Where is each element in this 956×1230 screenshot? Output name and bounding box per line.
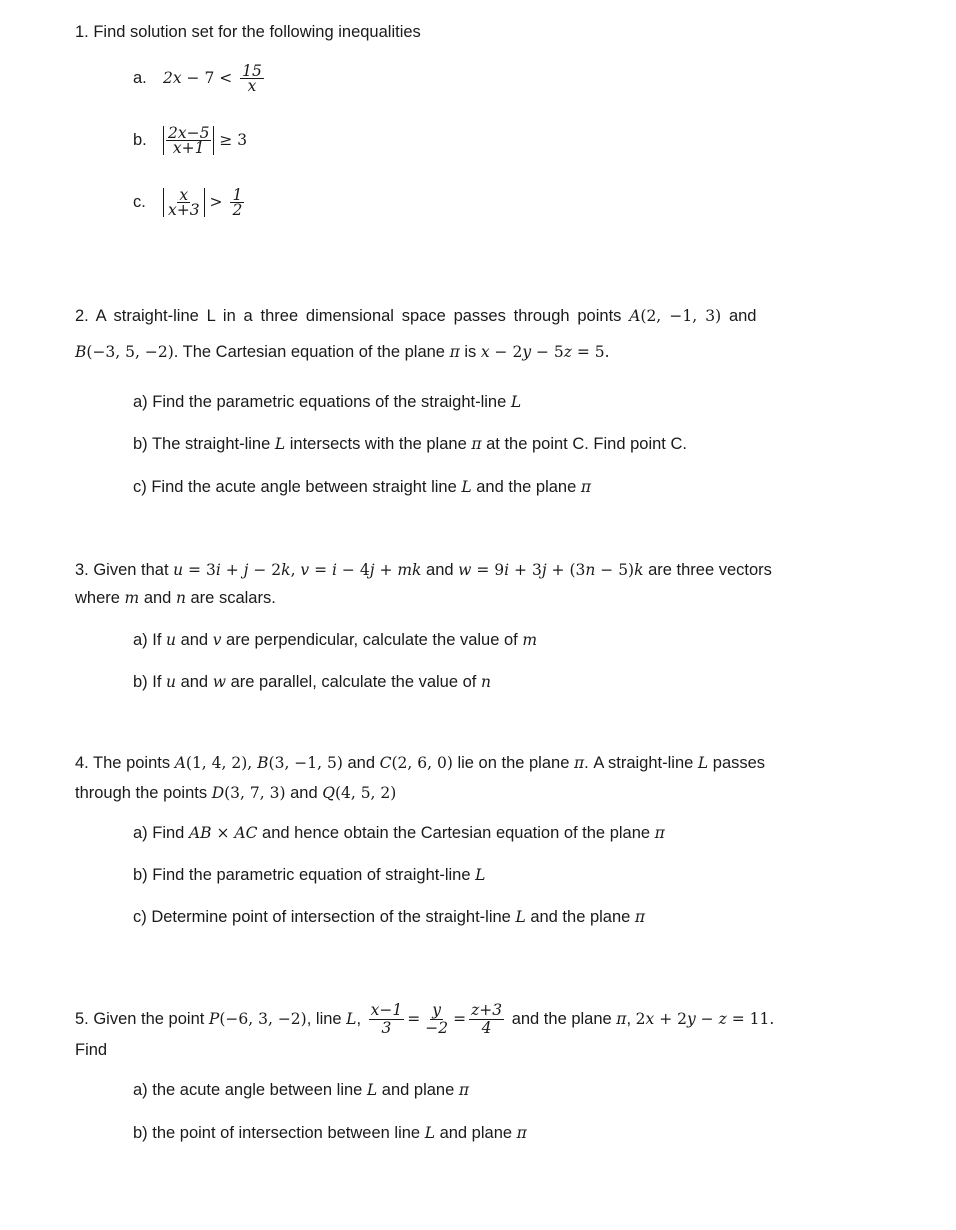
denominator: −2: [425, 1019, 449, 1037]
math-expression: + 2: [654, 1009, 687, 1028]
fraction: [230, 188, 244, 217]
text: and the plane: [525, 908, 635, 926]
text: , line: [306, 1009, 347, 1028]
absolute-value: [163, 126, 214, 155]
math-symbol: v: [212, 631, 222, 649]
math-symbol: mk: [397, 561, 422, 579]
math-expression: ≥ 3: [214, 130, 248, 149]
math-symbol: L: [510, 393, 522, 411]
text: c) Find the acute angle between straight line: [133, 478, 462, 496]
math-symbol: L: [461, 478, 472, 496]
math-symbol: Q: [322, 784, 335, 802]
text: b) the point of intersection between line: [133, 1124, 425, 1142]
text: and: [176, 673, 213, 691]
math-expression: +: [220, 561, 244, 579]
question-line: [133, 630, 537, 650]
math-expression: =: [309, 561, 333, 579]
question-line: [133, 392, 521, 412]
absolute-value: [163, 188, 205, 217]
numerator: x: [179, 186, 189, 204]
math-symbol: L: [346, 1009, 357, 1028]
text: and plane: [377, 1081, 459, 1099]
text: Find: [75, 1041, 108, 1059]
text: b) If: [133, 673, 167, 691]
question-line: [133, 64, 267, 93]
math-symbol: L: [424, 1124, 435, 1142]
math-symbol: y: [686, 1009, 696, 1028]
text: c) Determine point of intersection of the straight-line: [133, 908, 516, 926]
math-symbol: 2x: [163, 68, 182, 87]
question-line: [133, 1123, 527, 1143]
fraction: [369, 1002, 405, 1037]
math-symbol: x: [645, 1009, 655, 1028]
math-expression: (3, −1, 5): [268, 754, 343, 772]
text: and: [139, 589, 176, 607]
question-line: [133, 126, 247, 155]
math-symbol: π: [471, 435, 482, 453]
math-symbol: π: [458, 1081, 470, 1099]
text: and the plane: [507, 1009, 617, 1028]
text: a) Find: [133, 824, 189, 842]
text: 3. Given that: [75, 561, 174, 579]
fraction: [166, 188, 202, 217]
text: lie on the plane: [452, 754, 574, 772]
math-symbol: k: [281, 561, 291, 579]
math-expression: >: [204, 192, 228, 211]
numerator: 2x−5: [168, 124, 210, 142]
math-symbol: P: [208, 1009, 220, 1028]
denominator: x: [247, 77, 257, 95]
math-expression: =: [407, 1009, 421, 1028]
fraction: [240, 64, 264, 93]
question-line: [133, 865, 485, 885]
math-symbol: π: [654, 824, 665, 842]
math-symbol: AC: [234, 824, 258, 842]
text: through the points: [75, 784, 212, 802]
text: . A straight-line: [584, 754, 698, 772]
question-line: [133, 823, 665, 843]
math-symbol: AB: [188, 824, 212, 842]
question-line: [75, 1040, 107, 1060]
math-symbol: L: [697, 754, 709, 772]
math-symbol: C: [379, 754, 392, 772]
question-line: [75, 342, 610, 362]
math-expression: − 5): [595, 561, 635, 579]
math-expression: − 2: [248, 561, 282, 579]
math-expression: = 5.: [571, 343, 610, 361]
question-line: [133, 907, 645, 927]
math-symbol: L: [475, 866, 486, 884]
fraction: [469, 1002, 504, 1037]
numerator: x−1: [370, 1001, 403, 1019]
text: and hence obtain the Cartesian equation of the plane: [257, 824, 655, 842]
math-symbol: n: [175, 589, 186, 607]
text: are perpendicular, calculate the value of: [221, 631, 523, 649]
text: and: [285, 784, 323, 802]
math-symbol: k: [634, 561, 644, 579]
math-symbol: w: [458, 561, 472, 579]
math-symbol: n: [585, 561, 596, 579]
math-expression: = 11.: [726, 1009, 775, 1028]
text: ,: [626, 1009, 636, 1028]
math-symbol: L: [366, 1081, 378, 1099]
math-expression: (3, 7, 3): [224, 784, 286, 802]
math-expression: ×: [211, 824, 235, 842]
math-expression: − 2: [489, 343, 523, 361]
text: are three vectors: [643, 561, 772, 579]
text: intersects with the plane: [285, 435, 472, 453]
math-expression: + (3: [546, 561, 586, 579]
text: and: [176, 631, 213, 649]
math-symbol: u: [166, 673, 176, 691]
text: a) Find the parametric equations of the straight-line: [133, 393, 511, 411]
math-expression: − 7 <: [181, 68, 238, 87]
math-symbol: u: [166, 631, 176, 649]
math-expression: =: [453, 1009, 467, 1028]
math-expression: (2, −1, 3): [640, 307, 722, 325]
text: b) The straight-line: [133, 435, 275, 453]
question-line: [75, 588, 276, 608]
text: a) the acute angle between line: [133, 1081, 367, 1099]
text: is: [459, 343, 481, 361]
text: where: [75, 589, 125, 607]
math-symbol: z: [563, 343, 572, 361]
question-line: [75, 22, 421, 42]
math-symbol: B: [75, 343, 87, 361]
math-symbol: j: [243, 561, 249, 579]
question-line: [133, 188, 247, 217]
denominator: x+1: [172, 139, 205, 157]
denominator: 2: [232, 201, 243, 219]
math-expression: (4, 5, 2): [334, 784, 397, 802]
math-symbol: A: [629, 307, 641, 325]
math-symbol: m: [124, 589, 140, 607]
math-expression: − 4: [337, 561, 370, 579]
math-symbol: π: [573, 754, 585, 772]
text: and the plane: [471, 478, 581, 496]
text: b) Find the parametric equation of straight-line: [133, 866, 476, 884]
numerator: 1: [232, 186, 243, 204]
numerator: z+3: [471, 1001, 503, 1019]
math-symbol: i: [215, 561, 221, 579]
question-line: [133, 434, 687, 454]
math-expression: (−3, 5, −2): [86, 343, 174, 361]
math-expression: ,: [290, 561, 301, 579]
question-line: [133, 1080, 469, 1100]
question-line: [75, 753, 765, 773]
question-line: [75, 560, 772, 580]
math-expression: (2, 6, 0): [391, 754, 453, 772]
math-symbol: v: [300, 561, 310, 579]
numerator: 15: [242, 62, 262, 80]
math-symbol: π: [516, 1124, 527, 1142]
math-symbol: π: [449, 343, 460, 361]
question-line: [133, 672, 491, 692]
text: 4. The points: [75, 754, 175, 772]
denominator: x+3: [168, 201, 200, 219]
math-symbol: π: [580, 478, 592, 496]
math-symbol: z: [718, 1009, 727, 1028]
question-line: [75, 1002, 774, 1037]
item-label: c.: [133, 192, 146, 211]
math-symbol: n: [480, 673, 491, 691]
numerator: y: [432, 1001, 442, 1019]
math-symbol: L: [515, 908, 526, 926]
math-symbol: w: [212, 673, 226, 691]
text: 2. A straight-line L in a three dimensional space passes through points: [75, 307, 630, 325]
text: and: [721, 307, 757, 325]
math-symbol: y: [522, 343, 532, 361]
text: and: [342, 754, 380, 772]
text: ,: [356, 1009, 366, 1028]
math-symbol: i: [504, 561, 510, 579]
text: 5. Given the point: [75, 1009, 209, 1028]
denominator: 4: [481, 1019, 492, 1037]
math-symbol: j: [369, 561, 375, 579]
text: passes: [708, 754, 766, 772]
math-expression: = 9: [471, 561, 505, 579]
math-symbol: u: [173, 561, 184, 579]
question-line: [75, 306, 880, 326]
text: are scalars.: [185, 589, 276, 607]
math-symbol: x: [480, 343, 490, 361]
math-symbol: π: [634, 908, 646, 926]
text: 1. Find solution set for the following inequalities: [75, 23, 421, 41]
question-line: [133, 477, 591, 497]
text: and: [421, 561, 459, 579]
text: at the point C. Find point C.: [481, 435, 687, 453]
math-symbol: i: [332, 561, 337, 579]
math-expression: − 5: [531, 343, 564, 361]
fraction: [423, 1002, 450, 1037]
math-expression: −: [695, 1009, 719, 1028]
math-symbol: π: [616, 1009, 627, 1028]
text: a) If: [133, 631, 167, 649]
math-symbol: m: [522, 631, 538, 649]
math-symbol: j: [541, 561, 547, 579]
text: . The Cartesian equation of the plane: [173, 343, 450, 361]
item-label: b.: [133, 130, 147, 149]
math-expression: +: [374, 561, 398, 579]
fraction: [166, 126, 211, 155]
math-expression: 2: [635, 1009, 646, 1028]
text: and plane: [434, 1124, 517, 1142]
math-symbol: B: [257, 754, 269, 772]
item-label: a.: [133, 68, 147, 87]
math-expression: (1, 4, 2),: [185, 754, 258, 772]
question-line: [75, 783, 396, 803]
math-expression: (−6, 3, −2): [219, 1009, 307, 1028]
math-symbol: L: [274, 435, 286, 453]
text: are parallel, calculate the value of: [225, 673, 481, 691]
math-symbol: A: [174, 754, 186, 772]
math-symbol: D: [211, 784, 225, 802]
denominator: 3: [381, 1019, 392, 1037]
math-expression: = 3: [183, 561, 216, 579]
math-expression: + 3: [509, 561, 542, 579]
